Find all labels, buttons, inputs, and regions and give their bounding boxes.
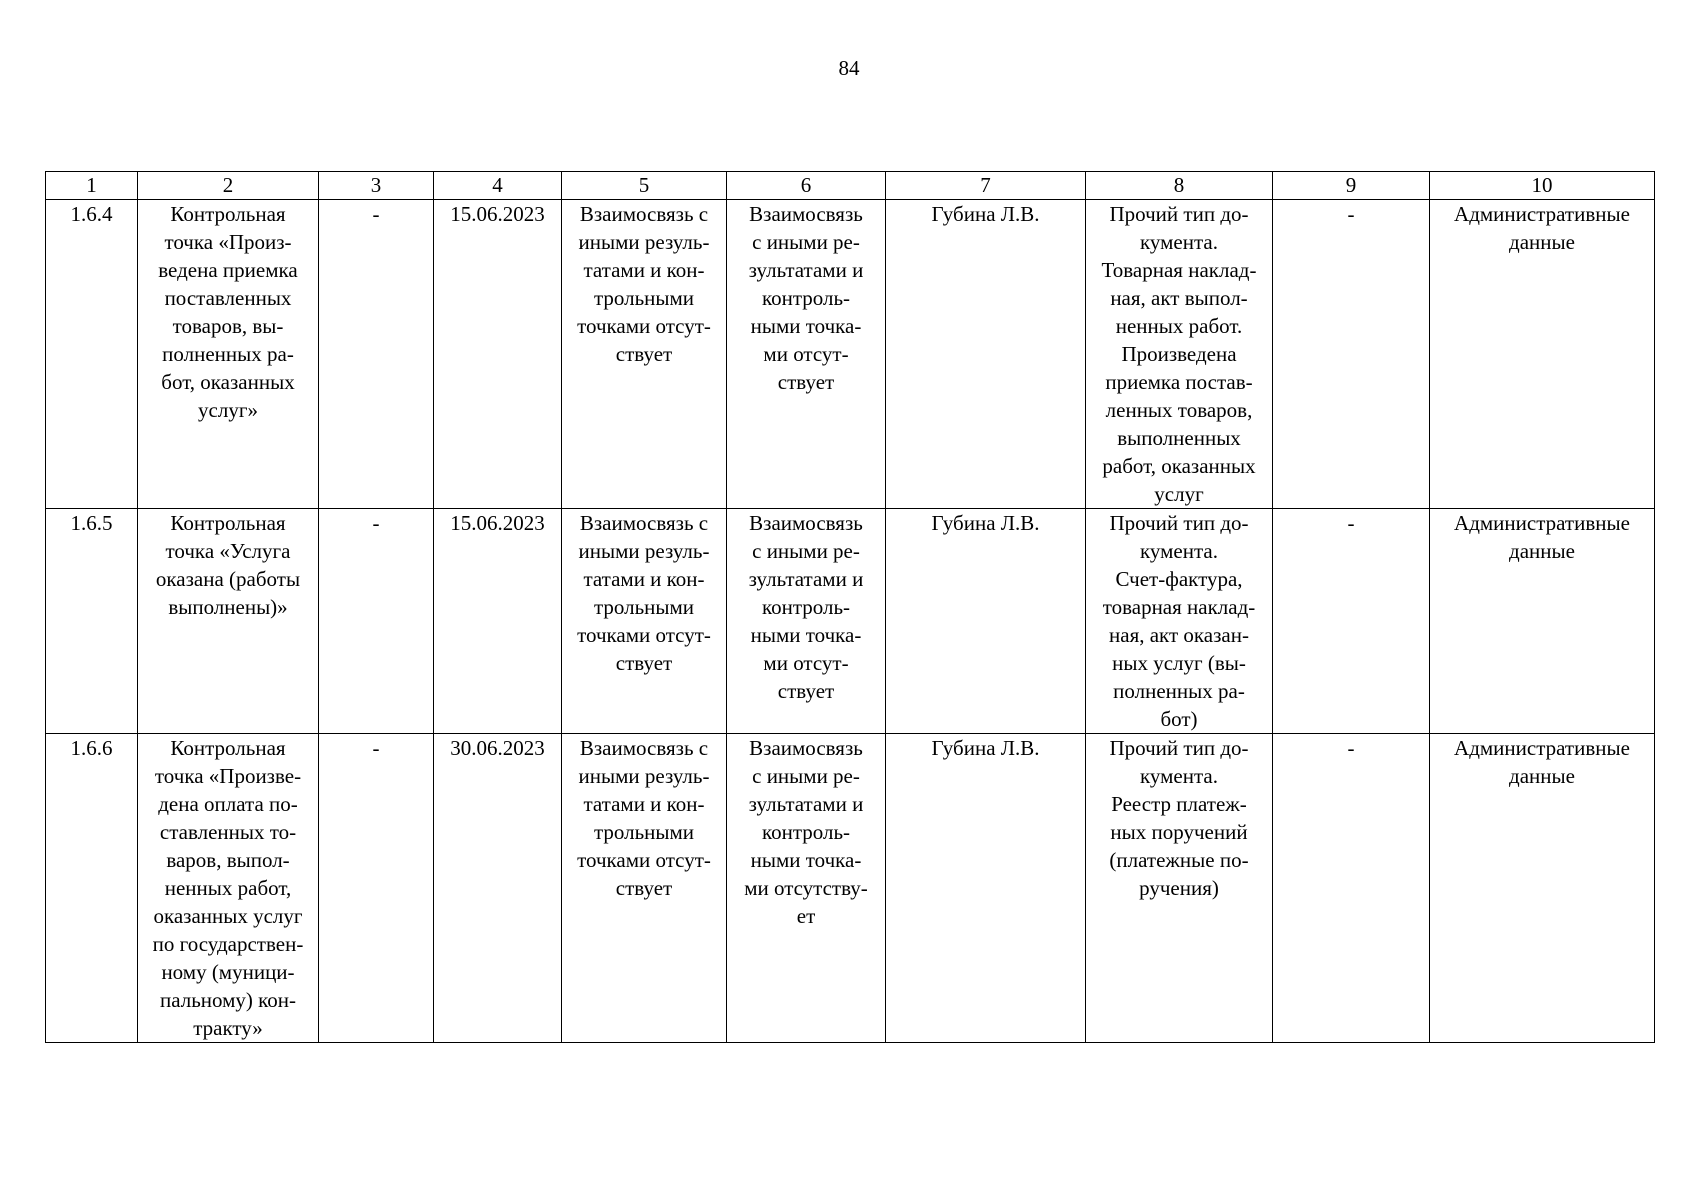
row-number-cell: 1.6.4 xyxy=(46,200,138,509)
table-cell: - xyxy=(319,734,434,1043)
responsible-person-cell: Губина Л.В. xyxy=(886,200,1086,509)
table-row xyxy=(46,509,1655,734)
table-cell: Взаимосвязь с иными ре- зультатами и контроль- ными точка- ми отсутству- ет xyxy=(727,734,886,1043)
row-number-cell: 1.6.5 xyxy=(46,509,138,734)
control-point-name-cell: Контрольная точка «Услуга оказана (работы выполнены)» xyxy=(138,509,319,734)
table-cell: - xyxy=(319,509,434,734)
table-cell: Взаимосвязь с иными ре- зультатами и контроль- ными точка- ми отсут- ствует xyxy=(727,509,886,734)
data-source-cell: Административные данные xyxy=(1430,200,1655,509)
table-row xyxy=(46,734,1655,1043)
date-cell: 15.06.2023 xyxy=(434,509,562,734)
data-source-cell: Административные данные xyxy=(1430,734,1655,1043)
table-cell: - xyxy=(319,200,434,509)
column-header: 9 xyxy=(1273,172,1430,200)
page-number: 84 xyxy=(838,56,860,80)
table-cell: Взаимосвязь с иными резуль- татами и кон- трольными точками отсут- ствует xyxy=(562,734,727,1043)
column-header: 1 xyxy=(46,172,138,200)
column-header: 4 xyxy=(434,172,562,200)
column-header: 2 xyxy=(138,172,319,200)
column-header: 6 xyxy=(727,172,886,200)
control-point-name-cell: Контрольная точка «Произ- ведена приемка поставленных товаров, вы- полненных ра- бот, оказанных услуг» xyxy=(138,200,319,509)
document-type-cell: Прочий тип до- кумента. Реестр платеж- ных поручений (платежные по- ручения) xyxy=(1086,734,1273,1043)
column-header: 3 xyxy=(319,172,434,200)
table-header-row xyxy=(46,172,1655,200)
column-header: 7 xyxy=(886,172,1086,200)
column-header: 10 xyxy=(1430,172,1655,200)
date-cell: 15.06.2023 xyxy=(434,200,562,509)
data-source-cell: Административные данные xyxy=(1430,509,1655,734)
responsible-person-cell: Губина Л.В. xyxy=(886,734,1086,1043)
column-header: 5 xyxy=(562,172,727,200)
table-cell: - xyxy=(1273,509,1430,734)
table-row xyxy=(46,200,1655,509)
responsible-person-cell: Губина Л.В. xyxy=(886,509,1086,734)
date-cell: 30.06.2023 xyxy=(434,734,562,1043)
row-number-cell: 1.6.6 xyxy=(46,734,138,1043)
document-type-cell: Прочий тип до- кумента. Счет-фактура, товарная наклад- ная, акт оказан- ных услуг (вы- полненных ра- бот) xyxy=(1086,509,1273,734)
data-table xyxy=(45,171,1655,1043)
control-point-name-cell: Контрольная точка «Произве- дена оплата по- ставленных то- варов, выпол- ненных работ, оказанных услуг по государствен- ному (муници- пальному) кон- тракту» xyxy=(138,734,319,1043)
table-cell: Взаимосвязь с иными резуль- татами и кон- трольными точками отсут- ствует xyxy=(562,509,727,734)
table-cell: - xyxy=(1273,734,1430,1043)
column-header: 8 xyxy=(1086,172,1273,200)
table-cell: - xyxy=(1273,200,1430,509)
document-type-cell: Прочий тип до- кумента. Товарная наклад- ная, акт выпол- ненных работ. Произведена приемка постав- ленных товаров, выполненных работ, оказанных услуг xyxy=(1086,200,1273,509)
table-cell: Взаимосвязь с иными ре- зультатами и контроль- ными точка- ми отсут- ствует xyxy=(727,200,886,509)
table-cell: Взаимосвязь с иными резуль- татами и кон- трольными точками отсут- ствует xyxy=(562,200,727,509)
